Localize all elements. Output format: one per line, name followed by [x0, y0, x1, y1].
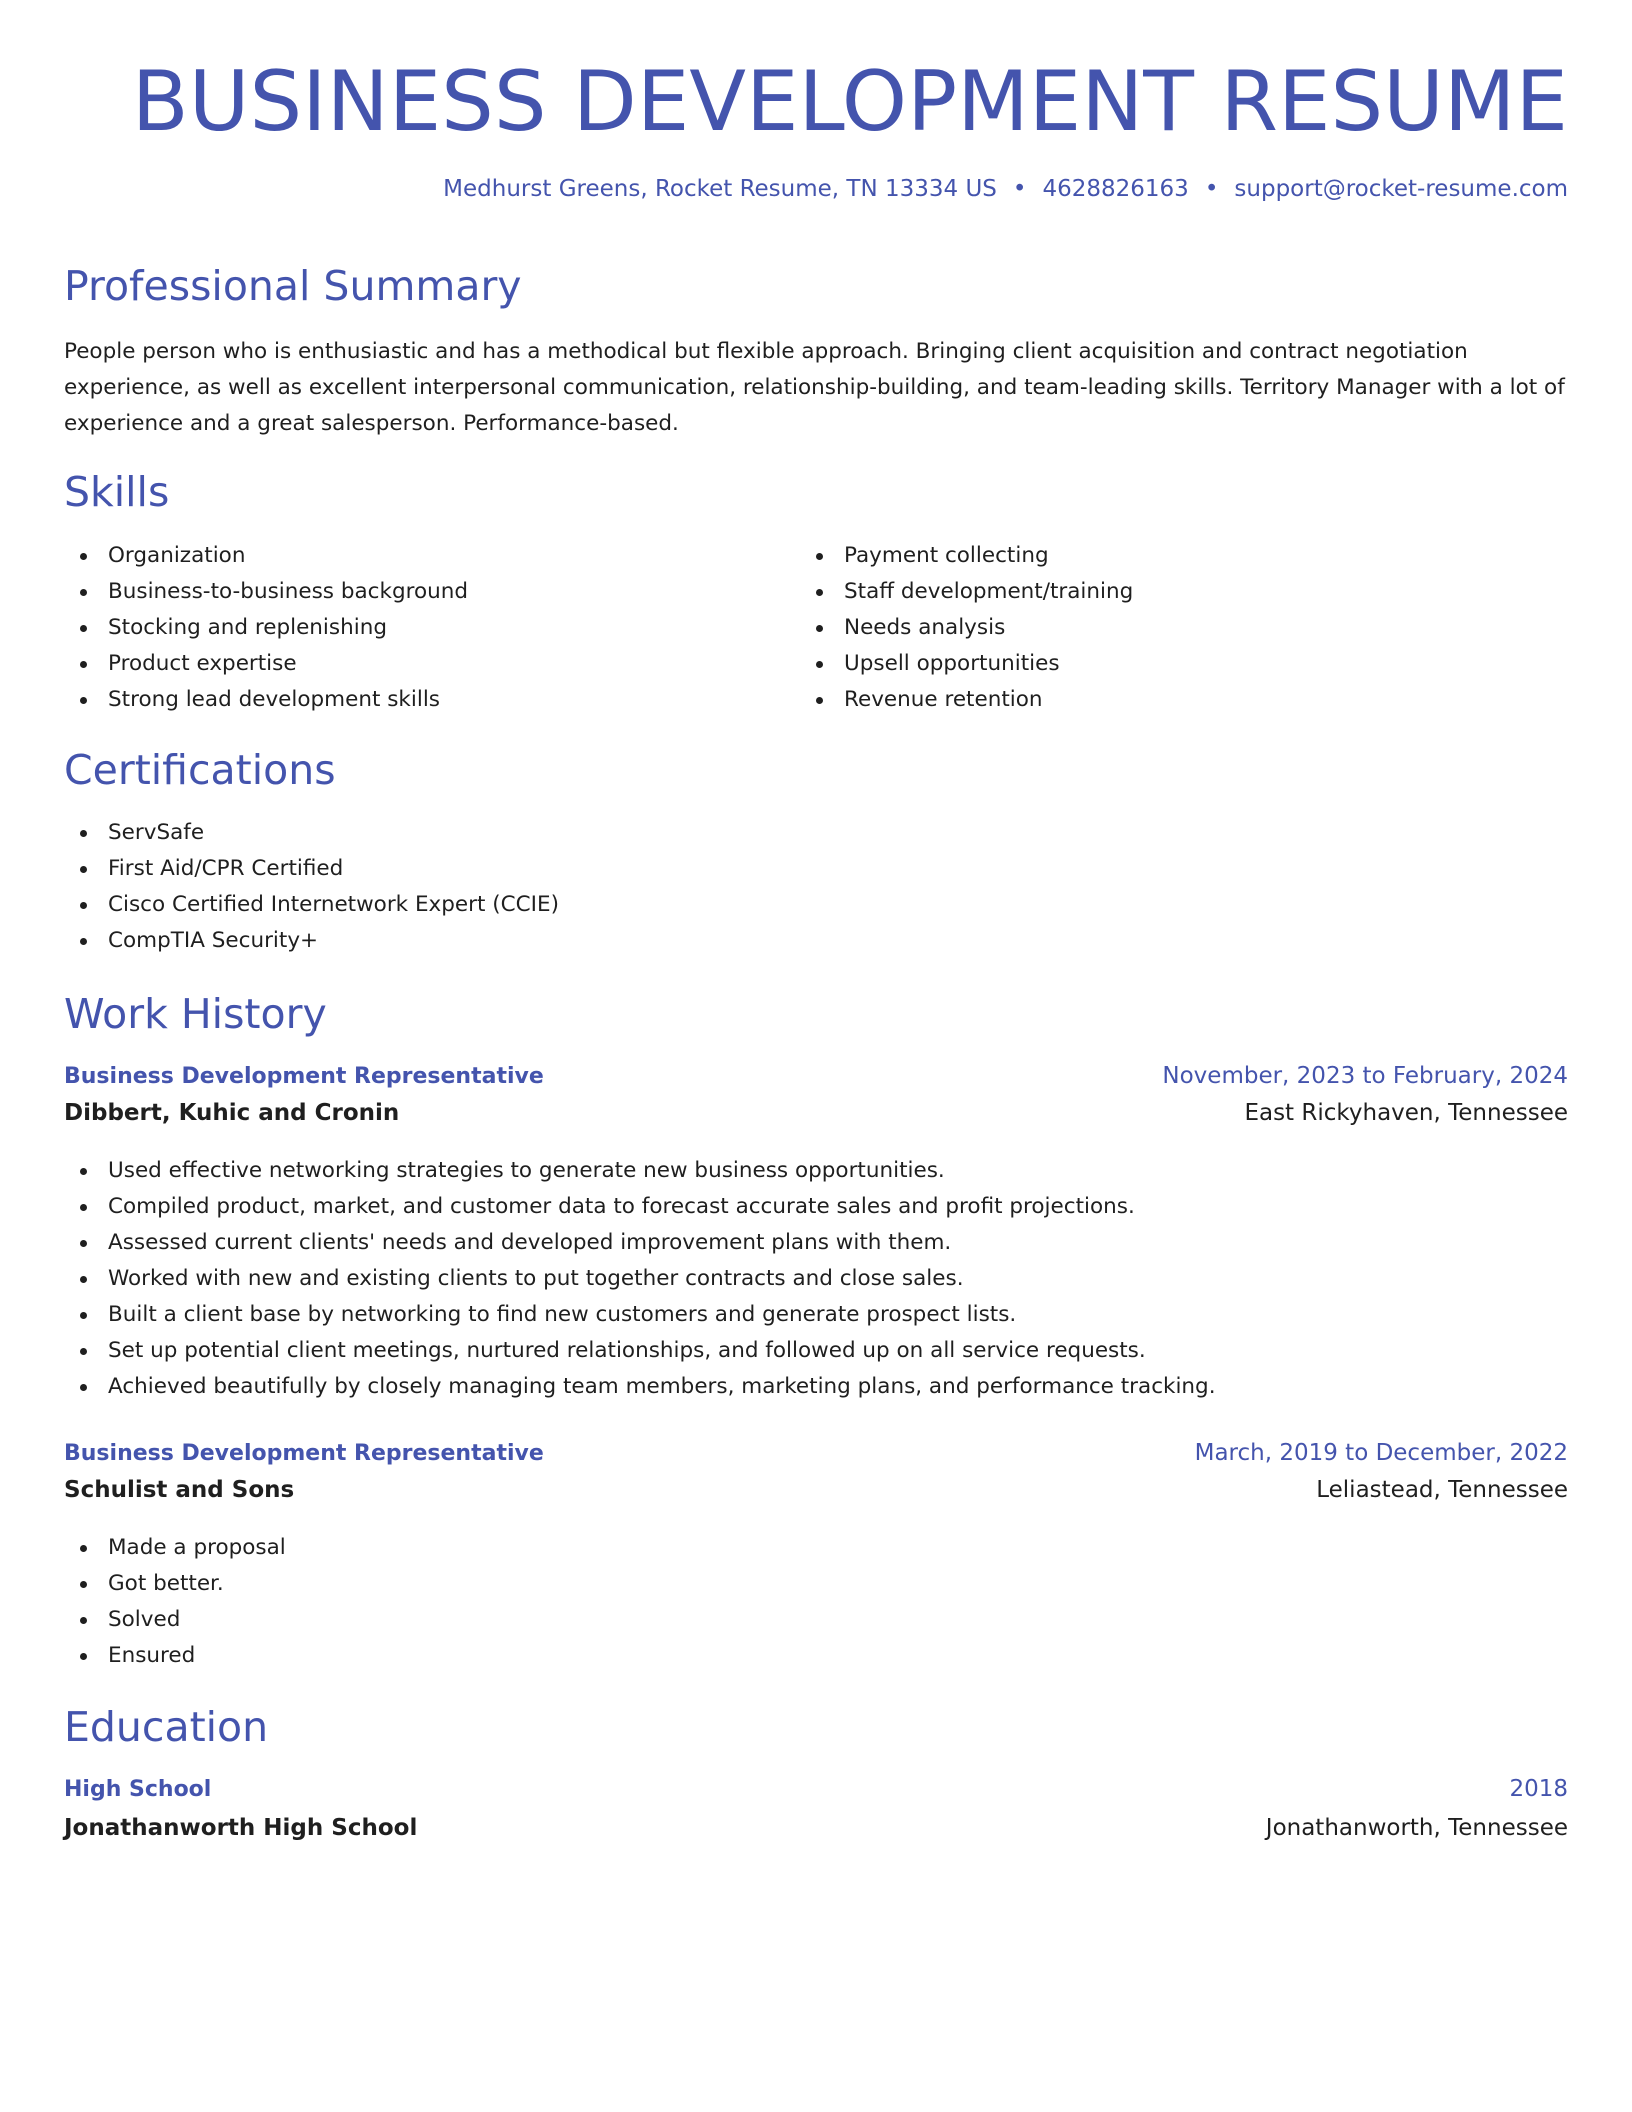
skills-heading: Skills: [64, 468, 170, 516]
skill-item: Product expertise: [64, 646, 468, 682]
job-bullet: Built a client base by networking to find new customers and generate prospect lists.: [64, 1297, 1216, 1333]
job-title: Business Development Representative: [64, 1064, 544, 1089]
certifications-list: [64, 815, 559, 959]
education-heading: Education: [64, 1703, 269, 1751]
contact-email[interactable]: support@rocket-resume.com: [1234, 176, 1568, 202]
certification-item: Cisco Certified Internetwork Expert (CCIE): [64, 887, 559, 923]
resume-title: BUSINESS DEVELOPMENT RESUME: [131, 53, 1568, 150]
job-company-row: [64, 1477, 1568, 1503]
job-bullets: [64, 1530, 286, 1674]
contact-phone: 4628826163: [1042, 176, 1189, 202]
contact-line: [443, 174, 1568, 204]
certification-item: ServSafe: [64, 815, 559, 851]
education-header-row: [64, 1776, 1568, 1802]
job-header-row: [64, 1063, 1568, 1089]
job-bullet: Assessed current clients' needs and developed improvement plans with them.: [64, 1225, 1216, 1261]
summary-heading: Professional Summary: [64, 262, 522, 310]
certification-item: CompTIA Security+: [64, 923, 559, 959]
job-bullet: Made a proposal: [64, 1530, 286, 1566]
contact-separator: •: [1204, 176, 1219, 202]
work-history-heading: Work History: [64, 990, 327, 1038]
education-location: Jonathanworth, Tennessee: [1265, 1815, 1568, 1841]
certification-item: First Aid/CPR Certified: [64, 851, 559, 887]
job-bullet: Compiled product, market, and customer data to forecast accurate sales and profit projections.: [64, 1189, 1216, 1225]
skill-item: Upsell opportunities: [800, 646, 1133, 682]
job-company: Schulist and Sons: [64, 1477, 295, 1503]
job-dates: March, 2019 to December, 2022: [1194, 1440, 1568, 1466]
skill-item: Needs analysis: [800, 610, 1133, 646]
skill-item: Revenue retention: [800, 682, 1133, 718]
job-location: Leliastead, Tennessee: [1316, 1477, 1568, 1503]
skill-item: Stocking and replenishing: [64, 610, 468, 646]
skill-item: Business-to-business background: [64, 574, 468, 610]
contact-separator: •: [1012, 176, 1027, 202]
job-bullets: [64, 1153, 1216, 1405]
education-year: 2018: [1509, 1776, 1568, 1802]
summary-text: People person who is enthusiastic and has a methodical but flexible approach. Bringing client acquisition and contract negotiation experience, as well as excellent interpersonal communication, relationship-building, and team-leading skills. Territory Manager with a lot of experience and a great salesperson. Performance-based.: [64, 339, 1565, 436]
skill-item: Organization: [64, 538, 468, 574]
job-bullet: Used effective networking strategies to generate new business opportunities.: [64, 1153, 1216, 1189]
skill-item: Payment collecting: [800, 538, 1133, 574]
skills-list-left: [64, 538, 468, 718]
job-dates: November, 2023 to February, 2024: [1162, 1063, 1568, 1089]
job-company-row: [64, 1100, 1568, 1126]
job-bullet: Got better.: [64, 1566, 286, 1602]
job-company: Dibbert, Kuhic and Cronin: [64, 1100, 400, 1126]
education-school-row: [64, 1815, 1568, 1841]
skills-list-right: [800, 538, 1133, 718]
skill-item: Strong lead development skills: [64, 682, 468, 718]
education-degree: High School: [64, 1777, 212, 1802]
education-school: Jonathanworth High School: [64, 1815, 418, 1841]
job-title: Business Development Representative: [64, 1441, 544, 1466]
certifications-heading: Certifications: [64, 746, 336, 794]
contact-address: Medhurst Greens, Rocket Resume, TN 13334 US: [443, 176, 997, 202]
job-header-row: [64, 1440, 1568, 1466]
job-bullet: Worked with new and existing clients to put together contracts and close sales.: [64, 1261, 1216, 1297]
job-bullet: Achieved beautifully by closely managing team members, marketing plans, and performance tracking.: [64, 1369, 1216, 1405]
job-location: East Rickyhaven, Tennessee: [1244, 1100, 1568, 1126]
job-bullet: Solved: [64, 1602, 286, 1638]
job-bullet: Ensured: [64, 1638, 286, 1674]
job-bullet: Set up potential client meetings, nurtured relationships, and followed up on all service requests.: [64, 1333, 1216, 1369]
skill-item: Staff development/training: [800, 574, 1133, 610]
